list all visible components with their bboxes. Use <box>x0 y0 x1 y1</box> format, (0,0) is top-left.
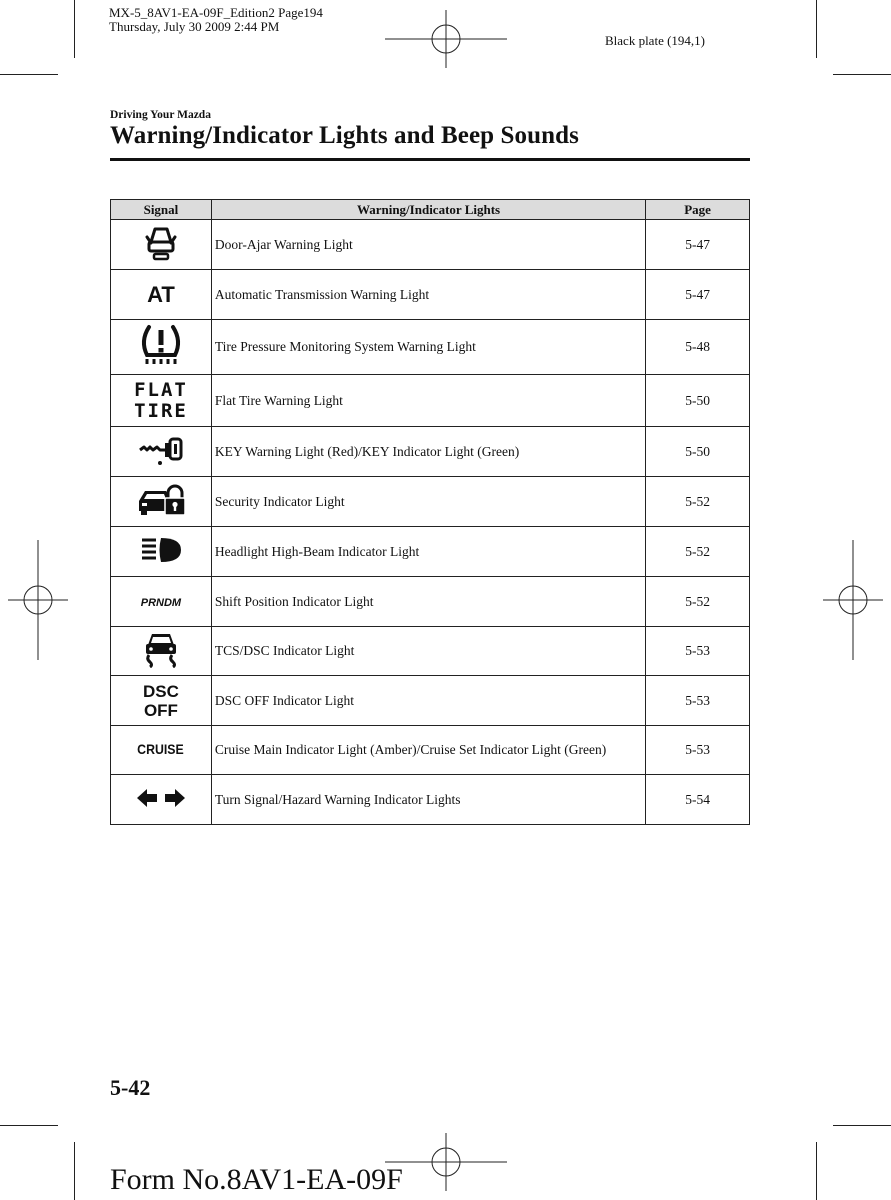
page-ref[interactable]: 5-48 <box>646 320 750 375</box>
door-ajar-icon <box>144 223 178 263</box>
light-label: Headlight High-Beam Indicator Light <box>211 527 645 577</box>
signal-cell <box>111 427 212 477</box>
print-header-line2: Thursday, July 30 2009 2:44 PM <box>109 19 280 34</box>
header-signal: Signal <box>111 200 212 220</box>
flat-tire-icon <box>111 380 211 422</box>
signal-cell <box>111 627 212 676</box>
table-row <box>111 375 750 427</box>
page-ref[interactable]: 5-50 <box>646 375 750 427</box>
page-ref[interactable]: 5-47 <box>646 220 750 270</box>
table-row <box>111 427 750 477</box>
table-row <box>111 320 750 375</box>
flat-tire-text-tire: TIRE <box>134 399 188 422</box>
light-label: DSC OFF Indicator Light <box>211 676 645 726</box>
light-label: TCS/DSC Indicator Light <box>211 627 645 676</box>
signal-cell <box>111 577 212 627</box>
cruise-icon: CRUISE <box>137 741 185 757</box>
light-label: KEY Warning Light (Red)/KEY Indicator Light (Green) <box>211 427 645 477</box>
table-row <box>111 577 750 627</box>
page-ref[interactable]: 5-53 <box>646 676 750 726</box>
shift-position-icon: PRNDM <box>140 596 182 609</box>
table-row <box>111 775 750 825</box>
page-ref[interactable]: 5-52 <box>646 577 750 627</box>
table-row <box>111 726 750 775</box>
tire-pressure-icon <box>137 323 185 367</box>
crop-mark <box>0 1125 58 1126</box>
signal-cell <box>111 320 212 375</box>
light-label: Flat Tire Warning Light <box>211 375 645 427</box>
table-row <box>111 676 750 726</box>
crop-mark <box>816 1142 817 1200</box>
crop-mark <box>0 74 58 75</box>
dsc-text: DSC <box>142 681 179 701</box>
light-label: Turn Signal/Hazard Warning Indicator Lights <box>211 775 645 825</box>
crop-mark <box>816 0 817 58</box>
form-number: Form No.8AV1-EA-09F <box>110 1163 403 1196</box>
crop-mark <box>833 74 891 75</box>
crop-mark <box>74 1142 75 1200</box>
registration-mark-left <box>8 540 68 660</box>
page-ref[interactable]: 5-54 <box>646 775 750 825</box>
page-ref[interactable]: 5-47 <box>646 270 750 320</box>
page-number: 5-42 <box>110 1075 151 1100</box>
key-icon <box>138 433 184 467</box>
title-rule <box>110 158 750 161</box>
page-ref[interactable]: 5-52 <box>646 527 750 577</box>
light-label: Shift Position Indicator Light <box>211 577 645 627</box>
registration-mark-right <box>823 540 883 660</box>
table-row <box>111 527 750 577</box>
signal-cell <box>111 726 212 775</box>
signal-cell <box>111 477 212 527</box>
signal-cell <box>111 220 212 270</box>
flat-tire-text-flat: FLAT <box>134 378 188 401</box>
page-ref[interactable]: 5-53 <box>646 726 750 775</box>
registration-mark-top <box>385 10 507 68</box>
header-lights: Warning/Indicator Lights <box>211 200 645 220</box>
table-header-row <box>111 200 750 220</box>
table-row <box>111 270 750 320</box>
page-ref[interactable]: 5-50 <box>646 427 750 477</box>
table-row <box>111 477 750 527</box>
signal-cell <box>111 375 212 427</box>
page-ref[interactable]: 5-52 <box>646 477 750 527</box>
crop-mark <box>74 0 75 58</box>
table-row <box>111 627 750 676</box>
signal-cell <box>111 527 212 577</box>
light-label: Security Indicator Light <box>211 477 645 527</box>
signal-cell <box>111 775 212 825</box>
security-icon <box>136 483 186 517</box>
crop-mark <box>833 1125 891 1126</box>
page-ref[interactable]: 5-53 <box>646 627 750 676</box>
page-title: Warning/Indicator Lights and Beep Sounds <box>110 122 579 149</box>
tcs-dsc-icon <box>143 630 179 668</box>
table-row <box>111 220 750 270</box>
signal-cell <box>111 270 212 320</box>
signal-cell <box>111 676 212 726</box>
header-page: Page <box>646 200 750 220</box>
light-label: Automatic Transmission Warning Light <box>211 270 645 320</box>
dsc-off-icon <box>143 682 179 720</box>
print-header <box>109 6 323 34</box>
registration-mark-bottom <box>385 1133 507 1191</box>
light-label: Cruise Main Indicator Light (Amber)/Cruise Set Indicator Light (Green) <box>211 726 645 775</box>
at-icon: AT <box>147 281 175 307</box>
print-header-line1: MX-5_8AV1-EA-09F_Edition2 Page194 <box>109 5 323 20</box>
light-label: Door-Ajar Warning Light <box>211 220 645 270</box>
warning-lights-table <box>110 199 750 825</box>
turn-signal-icon <box>135 787 187 809</box>
plate-label: Black plate (194,1) <box>605 33 705 48</box>
light-label: Tire Pressure Monitoring System Warning Light <box>211 320 645 375</box>
section-label: Driving Your Mazda <box>110 109 211 121</box>
off-text: OFF <box>143 700 178 720</box>
high-beam-icon <box>139 535 183 565</box>
